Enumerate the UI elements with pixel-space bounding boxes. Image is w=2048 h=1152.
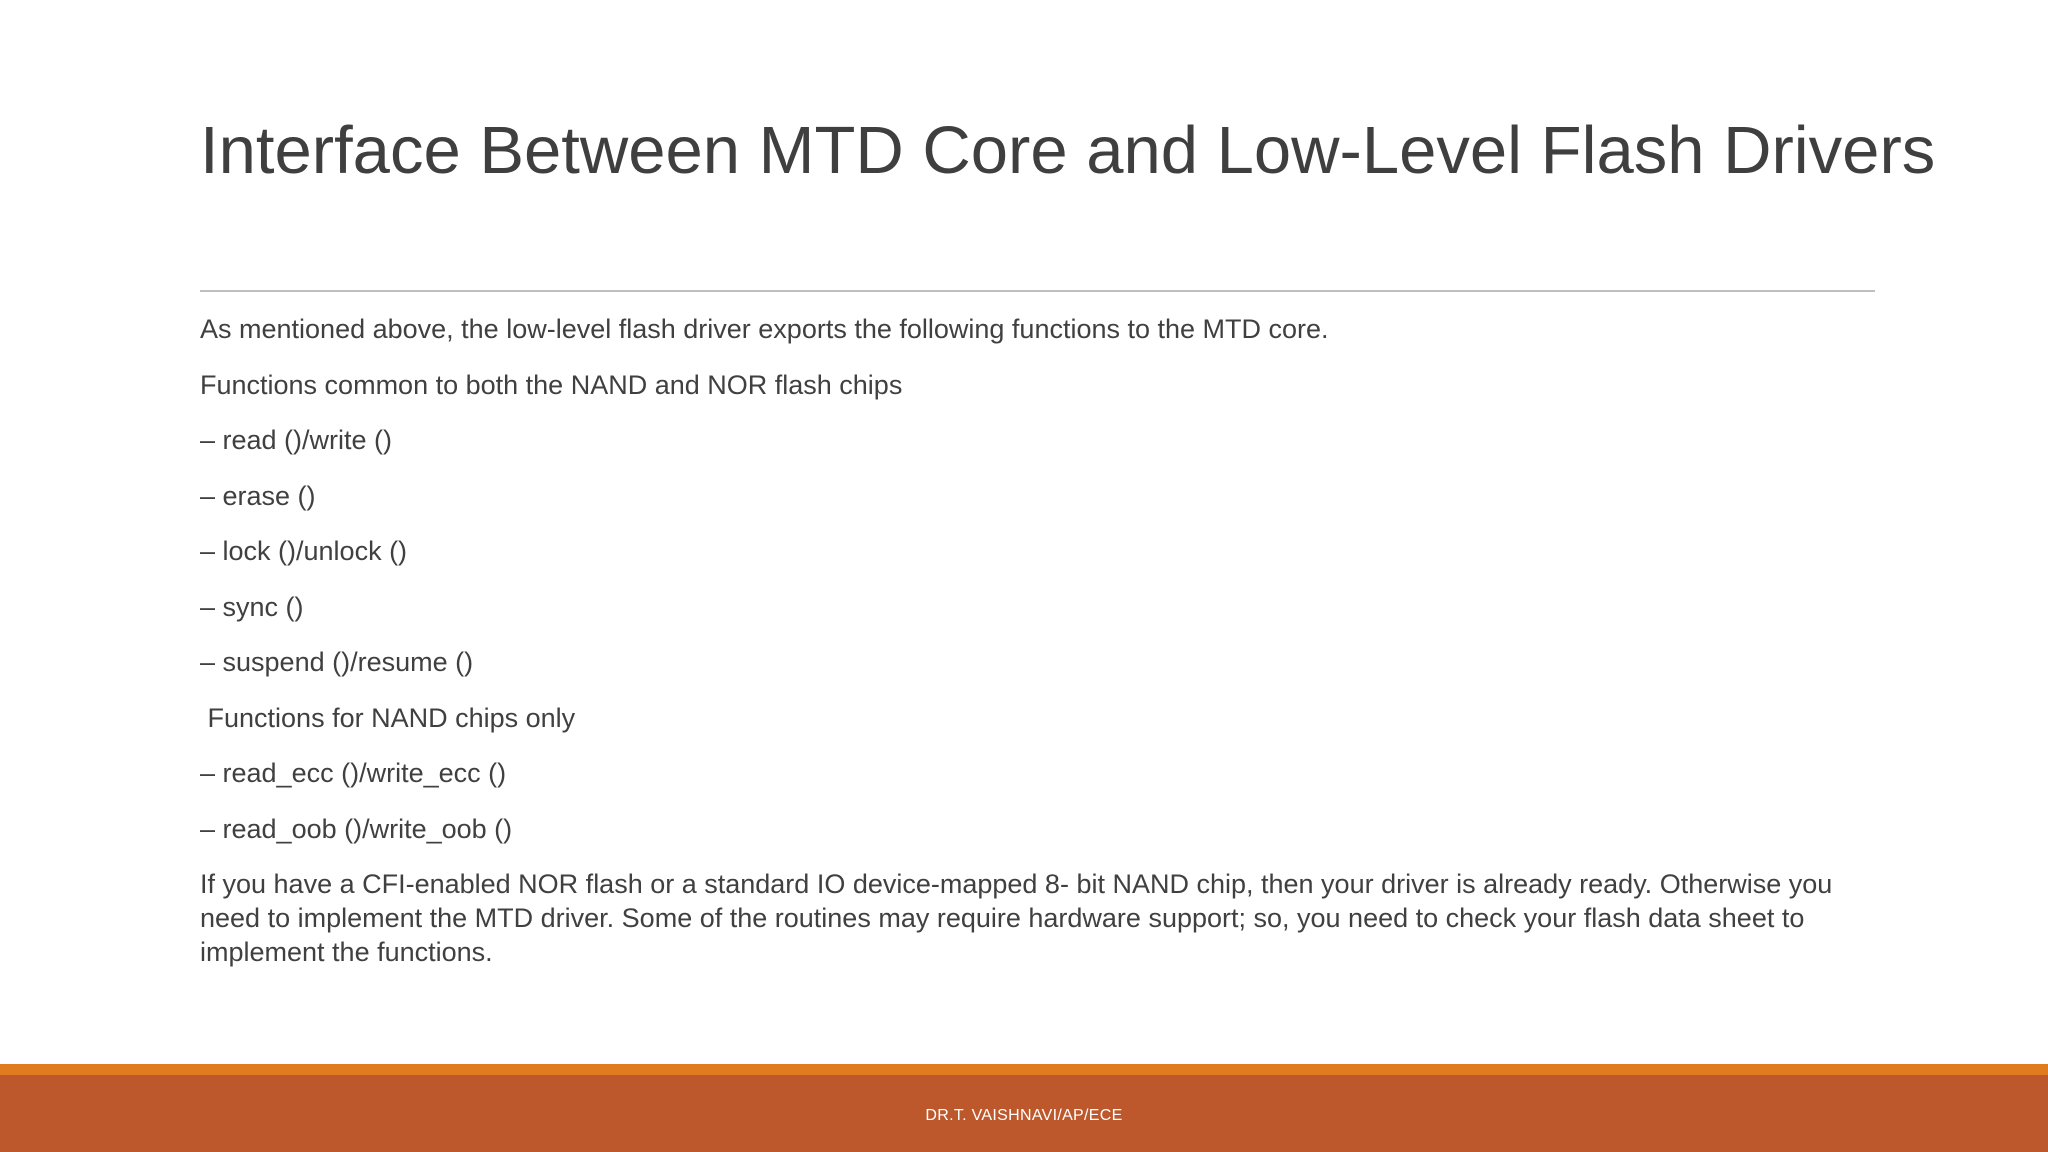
function-item-sync: – sync () xyxy=(200,591,304,622)
slide-title: Interface Between MTD Core and Low-Level Flash Drivers xyxy=(200,113,1936,188)
function-item-read-write: – read ()/write () xyxy=(200,425,393,455)
footer-accent-stripe xyxy=(0,1064,2048,1075)
nand-functions-heading: Functions for NAND chips only xyxy=(200,702,576,733)
slide-body xyxy=(200,312,1880,969)
intro-paragraph: As mentioned above, the low-level flash driver exports the following functions to the MTD core. xyxy=(200,314,1329,344)
footer-author-label: DR.T. VAISHNAVI/AP/ECE xyxy=(925,1107,1123,1124)
function-item-read-write-oob: – read_oob ()/write_oob () xyxy=(200,813,513,844)
function-item-erase: – erase () xyxy=(200,480,316,511)
function-item-read-write-ecc: – read_ecc ()/write_ecc () xyxy=(200,758,507,788)
common-functions-heading: Functions common to both the NAND and NOR flash chips xyxy=(200,369,903,400)
function-item-suspend-resume: – suspend ()/resume () xyxy=(200,647,474,677)
closing-paragraph: If you have a CFI-enabled NOR flash or a standard IO device-mapped 8- bit NAND chip, then your driver is already ready. Otherwise you need to implement the MTD driver. Some of the routines may require hardware support; so, you need to check your flash data sheet to implement the functions. xyxy=(200,869,1840,967)
title-divider xyxy=(200,290,1875,292)
function-item-lock-unlock: – lock ()/unlock () xyxy=(200,536,408,566)
